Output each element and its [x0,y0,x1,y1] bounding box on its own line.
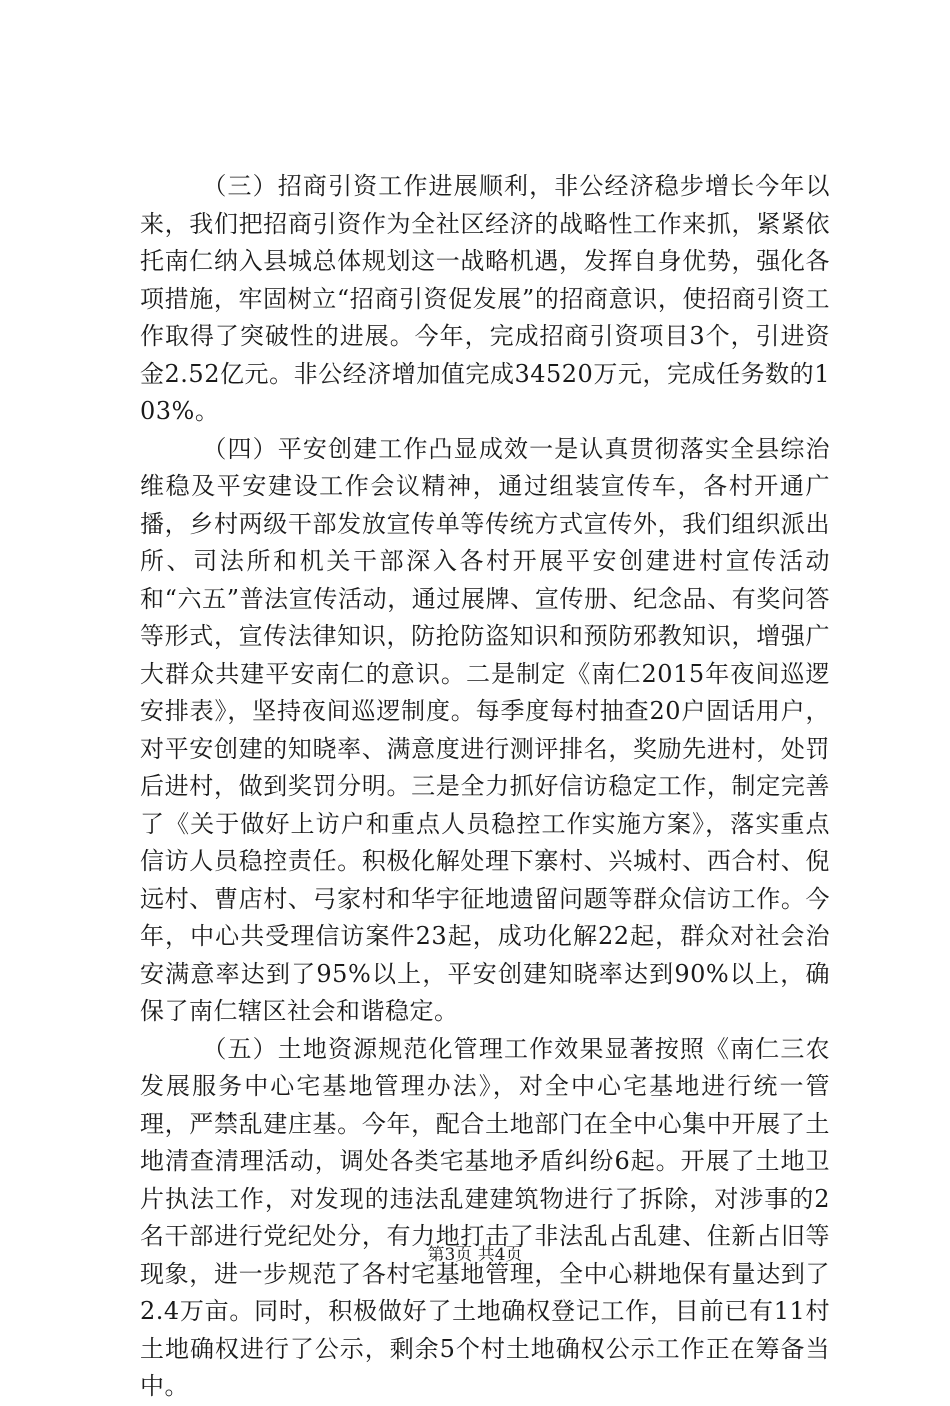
total-pages: 共4页 [477,1245,523,1265]
page-number: 第3页 [427,1245,473,1265]
paragraph-land: （五）土地资源规范化管理工作效果显著按照《南仁三农发展服务中心宅基地管理办法》，对全中心宅基地进行统一管理，严禁乱建庄基。今年，配合土地部门在全中心集中开展了土地清查清理活动，调处各类宅基地矛盾纠纷6起。开展了土地卫片执法工作，对发现的违法乱建建筑物进行了拆除，对涉事的2名干部进行党纪处分，有力地打击了非法乱占乱建、住新占旧等现象，进一步规范了各村宅基地管理，全中心耕地保有量达到了2.4万亩。同时，积极做好了土地确权登记工作，目前已有11村土地确权进行了公示，剩余5个村土地确权公示工作正在筹备当中。 [140,1034,830,1400]
paragraph-safety: （四）平安创建工作凸显成效一是认真贯彻落实全县综治维稳及平安建设工作会议精神，通过组装宣传车，各村开通广播，乡村两级干部发放宣传单等传统方式宣传外，我们组织派出所、司法所和机关干部深入各村开展平安创建进村宣传活动和“六五”普法宣传活动，通过展牌、宣传册、纪念品、有奖问答等形式，宣传法律知识，防抢防盗知识和预防邪教知识，增强广大群众共建平安南仁的意识。二是制定《南仁2015年夜间巡逻安排表》，坚持夜间巡逻制度。每季度每村抽查20户固话用户，对平安创建的知晓率、满意度进行测评排名，奖励先进村，处罚后进村，做到奖罚分明。三是全力抓好信访稳定工作，制定完善了《关于做好上访户和重点人员稳控工作实施方案》，落实重点信访人员稳控责任。积极化解处理下寨村、兴城村、西合村、倪远村、曹店村、弓家村和华宇征地遗留问题等群众信访工作。今年，中心共受理信访案件23起，成功化解22起，群众对社会治安满意率达到了95%以上，平安创建知晓率达到90%以上，确保了南仁辖区社会和谐稳定。 [140,434,830,1025]
paragraph-investment: （三）招商引资工作进展顺利，非公经济稳步增长今年以来，我们把招商引资作为全社区经济的战略性工作来抓，紧紧依托南仁纳入县城总体规划这一战略机遇，发挥自身优势，强化各项措施，牢固树立“招商引资促发展”的招商意识，使招商引资工作取得了突破性的进展。今年，完成招商引资项目3个，引进资金2.52亿元。非公经济增加值完成34520万元，完成任务数的103%。 [140,172,830,425]
body-text [140,168,830,1406]
page-footer [0,1244,950,1266]
